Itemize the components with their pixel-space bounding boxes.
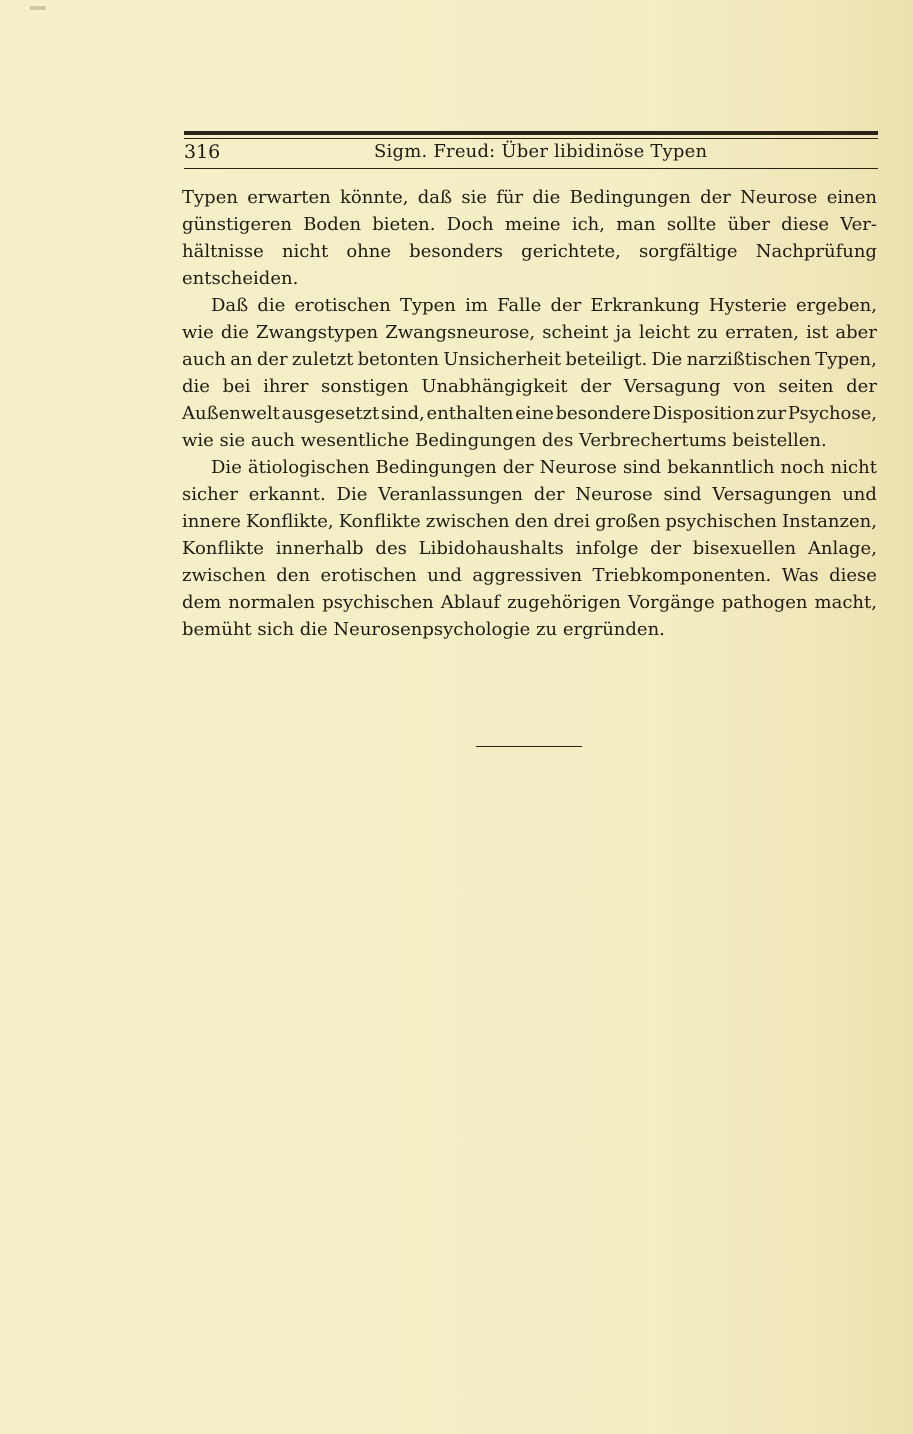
word: bei bbox=[222, 376, 251, 397]
word: Zwangstypen bbox=[255, 322, 379, 343]
word: der bbox=[650, 538, 681, 559]
word: normalen bbox=[228, 592, 316, 613]
text-line bbox=[182, 184, 877, 211]
word: günstigeren bbox=[182, 214, 292, 235]
word: der bbox=[502, 457, 534, 478]
word: ihrer bbox=[263, 376, 309, 397]
word: den bbox=[514, 511, 549, 532]
word: ja bbox=[615, 322, 632, 343]
text-line bbox=[182, 292, 877, 319]
word: Veranlassungen bbox=[378, 484, 524, 505]
word: erkannt. bbox=[248, 484, 326, 505]
running-title: Sigm. Freud: Über libidinöse Typen bbox=[374, 141, 708, 162]
word: Daß bbox=[211, 295, 249, 316]
word: ohne bbox=[346, 241, 392, 262]
page-number: 316 bbox=[184, 141, 221, 163]
word: erotischen bbox=[294, 295, 391, 316]
word: sie bbox=[461, 187, 487, 208]
word: Libidohaushalts bbox=[418, 538, 564, 559]
text-line bbox=[182, 211, 877, 238]
word: gerichtete, bbox=[521, 241, 621, 262]
word: der bbox=[700, 187, 731, 208]
word: der bbox=[846, 376, 877, 397]
word: erraten, bbox=[725, 322, 799, 343]
word: Erkrankung bbox=[590, 295, 700, 316]
word: Konflikte bbox=[182, 538, 264, 559]
word: Unsicherheit bbox=[443, 349, 562, 370]
word: Bedingungen bbox=[569, 187, 691, 208]
word: Instanzen, bbox=[782, 511, 877, 532]
word: psychischen bbox=[665, 511, 777, 532]
word: diese bbox=[781, 214, 829, 235]
word: Typen bbox=[399, 295, 456, 316]
word: scheint bbox=[542, 322, 609, 343]
text-line bbox=[182, 346, 877, 373]
word: Neurose bbox=[539, 457, 617, 478]
word: aber bbox=[835, 322, 877, 343]
text-line bbox=[182, 238, 877, 265]
word: zuletzt bbox=[291, 349, 354, 370]
word: Die bbox=[211, 457, 242, 478]
word: sind bbox=[622, 457, 662, 478]
word: daß bbox=[417, 187, 453, 208]
running-header bbox=[184, 140, 878, 166]
word: erotischen bbox=[320, 565, 417, 586]
word: einen bbox=[826, 187, 877, 208]
word: zur bbox=[756, 403, 787, 424]
text-line bbox=[182, 373, 877, 400]
word: ist bbox=[806, 322, 829, 343]
header-rule-thick bbox=[184, 131, 878, 135]
word: Was bbox=[781, 565, 819, 586]
word: sind, bbox=[380, 403, 425, 424]
word: infolge bbox=[575, 538, 639, 559]
word: erwarten bbox=[247, 187, 331, 208]
word: pathogen bbox=[721, 592, 808, 613]
word: Doch bbox=[446, 214, 494, 235]
word: sorgfältige bbox=[639, 241, 738, 262]
word: Die bbox=[336, 484, 368, 505]
word: für bbox=[496, 187, 524, 208]
word: der bbox=[533, 484, 565, 505]
text-line: wie sie auch wesentliche Bedingungen des Verbrechertums beistellen. bbox=[182, 430, 827, 451]
word: leicht bbox=[638, 322, 690, 343]
word: der bbox=[256, 349, 288, 370]
word: großen bbox=[595, 511, 661, 532]
word: aggressiven bbox=[472, 565, 583, 586]
word: betonten bbox=[357, 349, 439, 370]
text-line bbox=[182, 562, 877, 589]
word: Versagung bbox=[623, 376, 721, 397]
word: besonders bbox=[409, 241, 504, 262]
word: meine bbox=[504, 214, 561, 235]
word: ausgesetzt bbox=[281, 403, 380, 424]
word: bekanntlich bbox=[667, 457, 775, 478]
word: sind bbox=[663, 484, 702, 505]
word: bieten. bbox=[372, 214, 436, 235]
text-line: entscheiden. bbox=[182, 268, 299, 289]
word: Psychose, bbox=[787, 403, 877, 424]
word: eine bbox=[515, 403, 554, 424]
text-line bbox=[182, 589, 877, 616]
word: Die bbox=[651, 349, 683, 370]
word: Falle bbox=[497, 295, 542, 316]
word: von bbox=[733, 376, 766, 397]
word: die bbox=[182, 376, 210, 397]
text-line bbox=[182, 535, 877, 562]
word: zwischen bbox=[425, 511, 510, 532]
word: zugehörigen bbox=[507, 592, 621, 613]
word: die bbox=[220, 322, 249, 343]
word: bisexuellen bbox=[692, 538, 797, 559]
word: seiten bbox=[778, 376, 834, 397]
word: nicht bbox=[281, 241, 329, 262]
word: im bbox=[465, 295, 488, 316]
word: ätiologischen bbox=[247, 457, 370, 478]
word: Disposition bbox=[652, 403, 755, 424]
word: Neurose bbox=[575, 484, 653, 505]
word: die bbox=[257, 295, 286, 316]
word: Vorgänge bbox=[627, 592, 715, 613]
body-text bbox=[182, 184, 877, 643]
word: Anlage, bbox=[807, 538, 877, 559]
word: des bbox=[375, 538, 407, 559]
word: Ablauf bbox=[440, 592, 501, 613]
word: narzißtischen bbox=[686, 349, 811, 370]
word: Hysterie bbox=[708, 295, 787, 316]
word: wie bbox=[182, 322, 214, 343]
word: zwischen bbox=[182, 565, 266, 586]
word: an bbox=[230, 349, 253, 370]
word: Typen, bbox=[815, 349, 877, 370]
word: dem bbox=[182, 592, 222, 613]
word: besondere bbox=[555, 403, 651, 424]
end-rule bbox=[476, 746, 582, 747]
word: zu bbox=[697, 322, 719, 343]
word: macht, bbox=[814, 592, 877, 613]
word: Boden bbox=[303, 214, 362, 235]
word: die bbox=[532, 187, 561, 208]
word: Konflikte, bbox=[245, 511, 334, 532]
text-line bbox=[182, 481, 877, 508]
word: enthalten bbox=[426, 403, 514, 424]
word: Zwangsneurose, bbox=[385, 322, 536, 343]
word: nicht bbox=[830, 457, 877, 478]
word: sicher bbox=[182, 484, 238, 505]
word: ich, bbox=[571, 214, 605, 235]
word: ergeben, bbox=[796, 295, 877, 316]
word: Außenwelt bbox=[182, 403, 280, 424]
word: sonstigen bbox=[321, 376, 409, 397]
word: Triebkomponenten. bbox=[592, 565, 772, 586]
word: den bbox=[276, 565, 311, 586]
word: innerhalb bbox=[275, 538, 364, 559]
word: und bbox=[842, 484, 877, 505]
word: könnte, bbox=[339, 187, 409, 208]
word: beteiligt. bbox=[565, 349, 648, 370]
header-rule-thin bbox=[184, 138, 878, 139]
word: der bbox=[580, 376, 612, 397]
word: Typen bbox=[182, 187, 238, 208]
word: Nachprüfung bbox=[755, 241, 877, 262]
text-line: bemüht sich die Neurosenpsychologie zu ergründen. bbox=[182, 619, 665, 640]
word: auch bbox=[182, 349, 226, 370]
word: der bbox=[550, 295, 582, 316]
word: innere bbox=[182, 511, 241, 532]
word: sollte bbox=[666, 214, 717, 235]
text-line bbox=[182, 400, 877, 427]
header-underline bbox=[184, 168, 878, 169]
word: drei bbox=[553, 511, 591, 532]
word: Bedingungen bbox=[375, 457, 497, 478]
word: noch bbox=[780, 457, 825, 478]
word: Ver- bbox=[840, 214, 877, 235]
word: man bbox=[616, 214, 656, 235]
text-line bbox=[182, 454, 877, 481]
text-line bbox=[182, 319, 877, 346]
word: Konflikte bbox=[338, 511, 421, 532]
word: hältnisse bbox=[182, 241, 264, 262]
text-line bbox=[182, 508, 877, 535]
word: Neurose bbox=[740, 187, 818, 208]
word: und bbox=[427, 565, 462, 586]
word: über bbox=[727, 214, 770, 235]
page-smudge bbox=[30, 6, 46, 10]
word: Versagungen bbox=[712, 484, 832, 505]
word: Unabhängigkeit bbox=[421, 376, 568, 397]
word: diese bbox=[829, 565, 877, 586]
word: psychischen bbox=[322, 592, 434, 613]
